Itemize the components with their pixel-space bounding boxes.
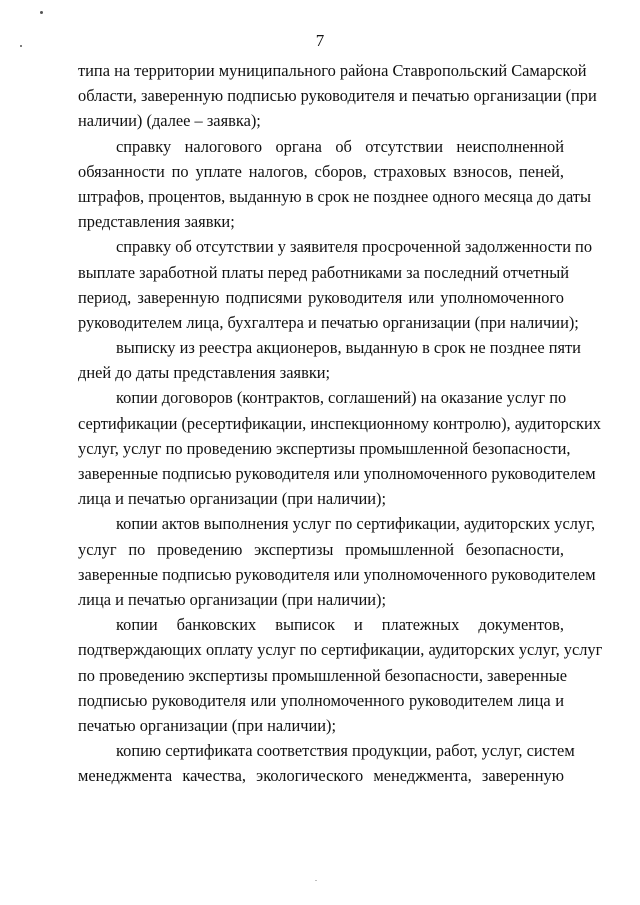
paragraph-line: справку налогового органа об отсутствии неисполненной bbox=[116, 136, 564, 156]
paragraph bbox=[78, 58, 597, 134]
paragraph-line: по проведению экспертизы промышленной безопасности, заверенные bbox=[78, 665, 567, 685]
scan-speck bbox=[40, 11, 43, 14]
paragraph-line: заверенные подписью руководителя или уполномоченного руководителем bbox=[78, 564, 596, 584]
paragraph-line: услуг, услуг по проведению экспертизы промышленной безопасности, bbox=[78, 438, 571, 458]
paragraph-line: сертификации (ресертификации, инспекционному контролю), аудиторских bbox=[78, 413, 601, 433]
paragraph-line: области, заверенную подписью руководителя и печатью организации (при bbox=[78, 86, 597, 106]
paragraph-line: наличии) (далее – заявка); bbox=[78, 111, 261, 131]
paragraph bbox=[78, 511, 596, 612]
paragraph-line: копии актов выполнения услуг по сертификации, аудиторских услуг, bbox=[116, 514, 596, 534]
paragraph-line: выписку из реестра акционеров, выданную в срок не позднее пяти bbox=[116, 338, 581, 358]
paragraph-line: копию сертификата соответствия продукции, работ, услуг, систем bbox=[116, 741, 575, 761]
paragraph-line: услуг по проведению экспертизы промышленной безопасности, bbox=[78, 539, 564, 559]
paragraph-line: подписью руководителя или уполномоченного руководителем лица и bbox=[78, 690, 564, 710]
paragraph bbox=[78, 612, 603, 738]
paragraph-line: период, заверенную подписями руководителя или уполномоченного bbox=[78, 287, 564, 307]
paragraph-line: справку об отсутствии у заявителя просроченной задолженности по bbox=[116, 237, 593, 257]
paragraph bbox=[78, 234, 593, 335]
paragraph-line: менеджмента качества, экологического менеджмента, заверенную bbox=[78, 766, 564, 786]
paragraph-line: выплате заработной платы перед работниками за последний отчетный bbox=[78, 262, 570, 282]
page-number: 7 bbox=[315, 31, 325, 50]
paragraph-line: копии банковских выписок и платежных документов, bbox=[116, 615, 564, 635]
paragraph-line: обязанности по уплате налогов, сборов, страховых взносов, пеней, bbox=[78, 161, 564, 181]
paragraph-line: дней до даты представления заявки; bbox=[78, 363, 331, 383]
paragraph-line: представления заявки; bbox=[78, 212, 235, 232]
document-body bbox=[78, 58, 603, 788]
paragraph bbox=[78, 738, 575, 788]
paragraph-line: лица и печатью организации (при наличии); bbox=[78, 589, 387, 609]
paragraph-line: лица и печатью организации (при наличии); bbox=[78, 489, 387, 509]
paragraph-line: штрафов, процентов, выданную в срок не позднее одного месяца до даты bbox=[78, 186, 591, 206]
paragraph-line: копии договоров (контрактов, соглашений) на оказание услуг по bbox=[116, 388, 567, 408]
paragraph bbox=[78, 335, 581, 385]
paragraph-line: типа на территории муниципального района Ставропольский Самарской bbox=[78, 61, 587, 80]
paragraph-line: руководителем лица, бухгалтера и печатью организации (при наличии); bbox=[78, 312, 579, 332]
scan-speck bbox=[315, 880, 317, 881]
paragraph-line: печатью организации (при наличии); bbox=[78, 715, 337, 735]
paragraph-line: подтверждающих оплату услуг по сертификации, аудиторских услуг, услуг bbox=[78, 640, 603, 660]
paragraph bbox=[78, 385, 601, 511]
paragraph-line: заверенные подписью руководителя или уполномоченного руководителем bbox=[78, 464, 596, 483]
paragraph bbox=[78, 134, 591, 235]
